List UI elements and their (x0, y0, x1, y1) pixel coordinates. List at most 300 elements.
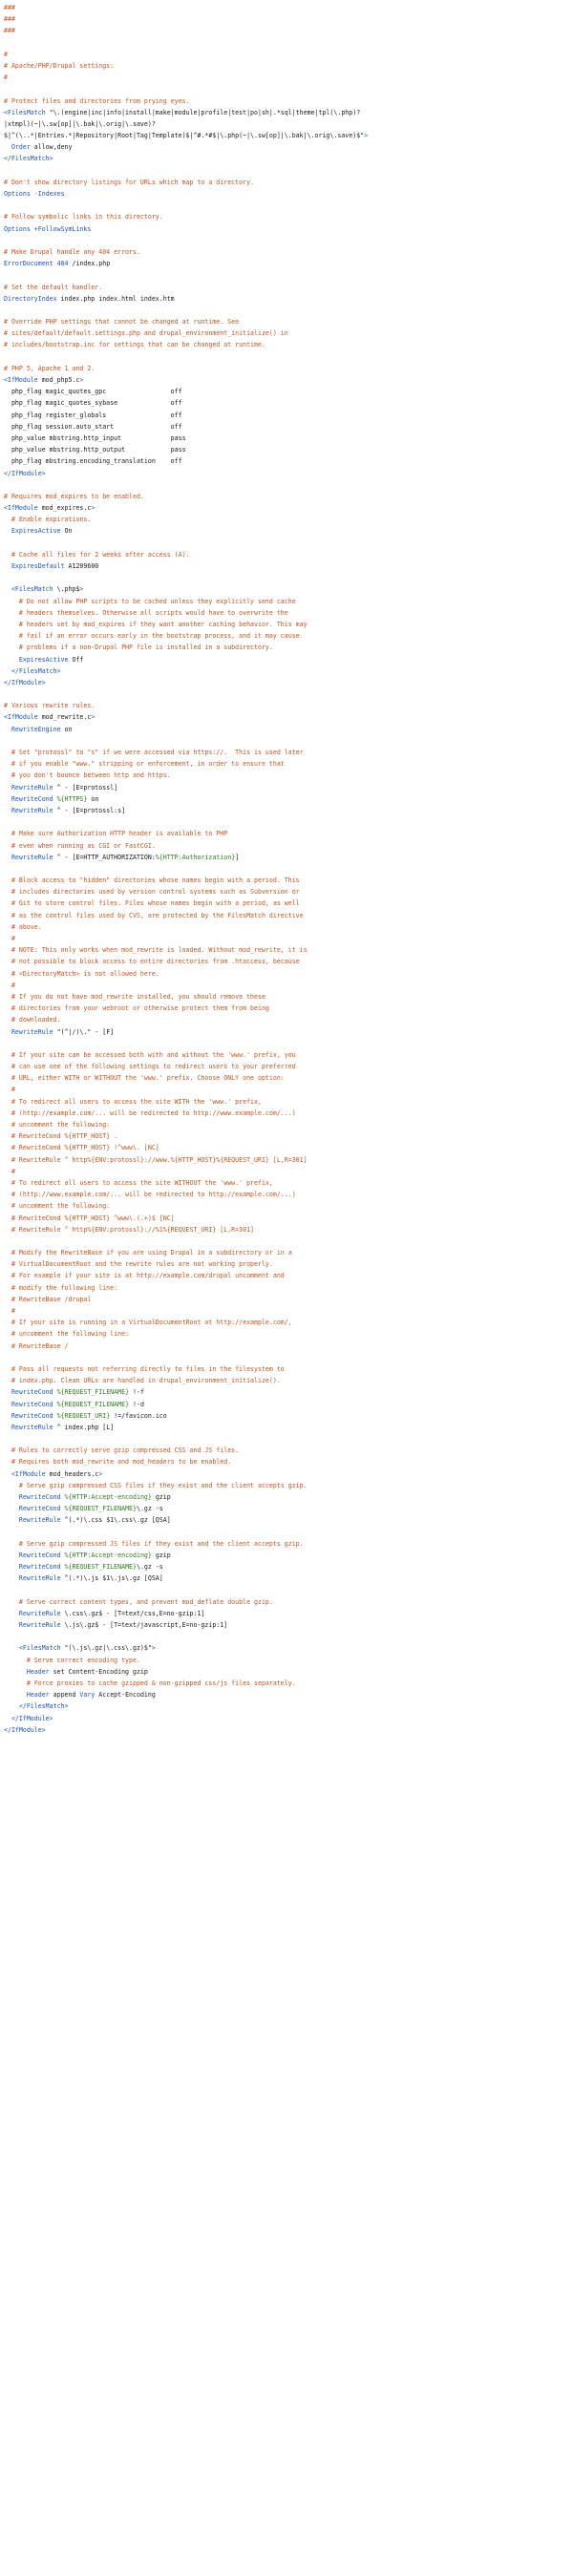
code-line (4, 130, 573, 141)
code-line (4, 747, 573, 758)
code-token-plain (4, 1505, 19, 1512)
code-token-flag: -Indexes (33, 190, 65, 198)
code-token-comment: # not possible to block access to entire directories from .htaccess, because (4, 958, 300, 966)
code-token-keyword: DirectoryIndex (4, 294, 57, 303)
code-token-plain (4, 854, 11, 861)
code-token-plain (4, 527, 11, 535)
code-line (4, 921, 573, 933)
code-token-comment: # above. (4, 922, 42, 931)
code-token-comment: # (4, 935, 15, 942)
code-line (4, 235, 573, 246)
code-line (4, 1480, 573, 1491)
code-line (4, 1375, 573, 1386)
code-token-keyword: ErrorDocument (4, 260, 53, 268)
code-token-keyword: RewriteRule (18, 1621, 61, 1630)
code-token-comment: # modify the following line: (4, 1283, 118, 1292)
code-token-keyword: <IfModule (11, 1469, 46, 1478)
code-line (4, 1700, 573, 1712)
code-line (4, 897, 573, 909)
code-token-plain (4, 1574, 19, 1582)
code-line (4, 1084, 573, 1095)
code-line (4, 1550, 573, 1561)
code-token-plain: |xtmpl)(~|\.sw[op]|\.bak|\.orig|\.save)? (4, 119, 156, 128)
code-token-plain: set Content-Encoding gzip (49, 1667, 148, 1676)
code-line (4, 1130, 573, 1142)
code-token-keyword: Header (26, 1691, 50, 1700)
code-line (4, 49, 573, 60)
code-token-comment: # sites/default/default.settings.php and drupal_environment_initialize() in (4, 329, 288, 338)
code-token-comment: # as the control files used by CVS, are protected by the FilesMatch directive (4, 911, 304, 919)
code-token-var: %{HTTP:Accept-encoding} (64, 1551, 152, 1559)
code-token-plain: Off (68, 655, 84, 664)
code-line (4, 1247, 573, 1258)
code-token-keyword: RewriteRule (11, 783, 53, 792)
code-line (4, 351, 573, 363)
code-line (4, 1422, 573, 1433)
code-token-plain: ^ - [E=protossl:s] (53, 806, 126, 814)
code-line (4, 956, 573, 967)
code-token-plain: php_value mbstring.http_output pass (4, 446, 186, 454)
code-token-plain (4, 1715, 11, 1722)
code-line (4, 200, 573, 211)
code-token-plain (4, 726, 11, 733)
code-token-plain: mod_php5.c (37, 376, 80, 384)
code-line (4, 1678, 573, 1689)
code-line (4, 1282, 573, 1294)
code-token-keyword: ExpiresActive (18, 655, 69, 664)
code-token-keyword: RewriteCond (18, 1505, 61, 1513)
code-token-plain (4, 656, 19, 664)
code-line (4, 1142, 573, 1153)
code-token-plain: \.js\.gz$ - [T=text/javascript,E=no-gzip:1] (60, 1621, 228, 1630)
code-token-comment: # Set the default handler. (4, 283, 103, 291)
code-token-plain: !=/favicon.ico (110, 1411, 167, 1420)
code-token-comment: # For example if your site is at http://example.com/drupal uncomment and (4, 1272, 285, 1280)
code-line (4, 1213, 573, 1224)
code-line (4, 107, 573, 118)
code-token-keyword: </IfModule> (4, 469, 46, 477)
code-line (4, 258, 573, 269)
code-line (4, 83, 573, 95)
code-line (4, 1003, 573, 1014)
code-line (4, 688, 573, 700)
code-token-comment: # uncomment the following: (4, 1202, 111, 1211)
code-token-comment: # uncomment the following: (4, 1121, 111, 1129)
code-line (4, 1642, 573, 1654)
code-line (4, 363, 573, 374)
code-line (4, 863, 573, 875)
code-line (4, 1026, 573, 1038)
code-token-comment: # Git to store control files. Files whose names begin with a period, as well (4, 899, 300, 908)
code-line (4, 2, 573, 13)
code-token-comment: ### (4, 4, 15, 11)
code-token-comment: # (4, 74, 8, 82)
code-token-comment: # Serve gzip compressed CSS files if they exist and the client accepts gzip. (4, 1481, 308, 1489)
code-line (4, 1328, 573, 1340)
code-token-plain: php_flag register_globals off (4, 411, 182, 419)
code-token-plain (4, 143, 11, 151)
code-line (4, 1341, 573, 1352)
code-line (4, 95, 573, 107)
code-line (4, 619, 573, 630)
code-line (4, 1386, 573, 1398)
code-line (4, 374, 573, 386)
code-token-comment: # RewriteBase /drupal (4, 1295, 92, 1303)
code-line (4, 13, 573, 25)
code-token-comment: ### (4, 15, 15, 24)
code-token-keyword: <IfModule (4, 504, 38, 513)
code-token-keyword: Vary (79, 1691, 96, 1700)
code-token-comment: # you don't bounce between http and https. (4, 771, 171, 780)
code-token-keyword: </IfModule> (4, 1725, 46, 1734)
code-line (4, 572, 573, 583)
code-line (4, 1189, 573, 1200)
code-token-plain (4, 1424, 11, 1431)
code-token-keyword: RewriteRule (11, 853, 53, 861)
code-token-comment: # problems if a non-Drupal PHP file is installed in a subdirectory. (4, 644, 273, 652)
code-token-plain (4, 1691, 27, 1699)
code-line (4, 397, 573, 409)
code-token-plain: ^ index.php [L] (53, 1423, 115, 1431)
code-token-comment: # (4, 981, 15, 989)
code-token-comment: # Make Drupal handle any 404 errors. (4, 247, 140, 256)
code-token-keyword: > (91, 504, 96, 513)
code-token-keyword: > (98, 1469, 103, 1478)
code-token-plain (4, 1412, 11, 1420)
code-token-keyword: RewriteCond (18, 1493, 61, 1501)
code-line (4, 421, 573, 433)
code-token-num: 404 (56, 260, 69, 268)
code-line (4, 339, 573, 350)
code-token-comment: # To redirect all users to access the site WITH the 'www.' prefix, (4, 1097, 262, 1106)
code-line (4, 1038, 573, 1049)
code-token-keyword: RewriteCond (18, 1551, 61, 1559)
code-line (4, 37, 573, 49)
code-token-comment: # directories from your webroot or otherwise protect them from being (4, 1004, 269, 1013)
code-token-comment: # To redirect all users to access the site WITHOUT the 'www.' prefix, (4, 1178, 273, 1187)
code-token-comment: # Various rewrite rules. (4, 702, 96, 710)
code-token-plain (4, 667, 11, 675)
code-token-comment: # <DirectoryMatch> is not allowed here. (4, 969, 159, 978)
code-token-plain (4, 1702, 19, 1710)
code-line (4, 1503, 573, 1514)
code-line (4, 1596, 573, 1608)
code-token-keyword: </FilesMatch> (4, 155, 53, 163)
code-token-keyword: RewriteRule (11, 1027, 53, 1036)
code-line (4, 944, 573, 956)
code-token-comment: # if you enable "www." stripping or enforcement, in order to ensure that (4, 760, 285, 769)
code-token-keyword: RewriteRule (18, 1609, 61, 1617)
code-line (4, 211, 573, 222)
code-token-plain: ^ - [E=HTTP_AUTHORIZATION: (53, 853, 156, 861)
code-token-keyword: <IfModule (4, 376, 38, 384)
code-line (4, 793, 573, 805)
code-line (4, 118, 573, 130)
code-token-comment: # Pass all requests not referring directly to files in the filesystem to (4, 1364, 285, 1373)
code-token-comment: # index.php. Clean URLs are handled in drupal_environment_initialize(). (4, 1377, 281, 1385)
code-line (4, 968, 573, 980)
code-token-var: %{HTTP:Accept-encoding} (64, 1493, 152, 1501)
code-token-keyword: Header (26, 1667, 50, 1676)
code-token-keyword: > (79, 376, 84, 384)
code-line (4, 875, 573, 886)
code-token-plain: ^ - [E=protossl] (53, 783, 118, 792)
code-token-keyword: </FilesMatch> (11, 666, 61, 675)
code-line (4, 1655, 573, 1666)
code-token-comment: # If your site can be accessed both with and without the 'www.' prefix, you (4, 1050, 296, 1059)
code-line (4, 1689, 573, 1700)
code-line (4, 1619, 573, 1631)
code-token-plain: $|^(\..*|Entries.*|Repository|Root|Tag|Template)$|^#.*#$|\.php(~|\.sw[op]|\.bak|\.orig\.save)$" (4, 132, 365, 140)
code-line (4, 316, 573, 327)
code-token-comment: # Do not allow PHP scripts to be cached unless they explicitly send cache (4, 597, 296, 605)
code-token-var: %{HTTP:Authorization} (155, 853, 236, 861)
code-line (4, 596, 573, 607)
code-token-plain (4, 1552, 19, 1559)
code-line (4, 1514, 573, 1526)
code-token-plain: append (49, 1691, 80, 1700)
code-token-keyword: > (91, 713, 96, 722)
code-token-keyword: RewriteCond (11, 794, 53, 803)
code-line (4, 1631, 573, 1642)
code-line (4, 468, 573, 479)
code-line (4, 1177, 573, 1189)
code-token-plain (4, 784, 11, 792)
code-token-plain: php_value mbstring.http_input pass (4, 433, 186, 442)
code-line (4, 1363, 573, 1375)
code-token-keyword: ExpiresDefault (11, 562, 65, 570)
code-token-keyword: RewriteCond (11, 1388, 53, 1397)
code-line (4, 60, 573, 72)
code-line (4, 25, 573, 36)
code-token-comment: # (4, 50, 8, 58)
code-token-keyword: <IfModule (4, 713, 38, 722)
code-line (4, 991, 573, 1003)
code-line (4, 549, 573, 560)
code-token-plain: allow,deny (30, 143, 73, 152)
code-token-comment: # RewriteCond %{HTTP_HOST} ^www\.(.+)$ [NC] (4, 1214, 175, 1222)
code-line (4, 1270, 573, 1281)
code-token-plain: "\.(engine|inc|info|install|make|module|profile|test|po|sh|.*sql|theme|tpl(\.php)? (45, 108, 361, 116)
code-line (4, 455, 573, 467)
code-token-plain: "(\.js\.gz|\.css\.gz)$" (60, 1644, 152, 1653)
code-line (4, 1468, 573, 1480)
code-line (4, 1561, 573, 1573)
code-line (4, 246, 573, 258)
code-line (4, 980, 573, 991)
code-token-plain (4, 585, 11, 593)
code-line (4, 630, 573, 642)
code-token-comment: # uncomment the following line: (4, 1330, 130, 1339)
code-token-comment: # Modify the RewriteBase if you are using Drupal in a subdirectory or in a (4, 1249, 292, 1257)
code-token-plain: \.css\.gz$ - [T=text/css,E=no-gzip:1] (60, 1609, 205, 1617)
code-token-plain: mod_rewrite.c (37, 713, 92, 722)
code-token-comment: # downloaded. (4, 1016, 61, 1024)
code-token-plain: \.gz -s (136, 1505, 163, 1513)
code-token-comment: # (http://example.com/... will be redirected to http://www.example.com/...) (4, 1109, 296, 1117)
code-line (4, 1072, 573, 1084)
code-line (4, 1713, 573, 1724)
code-token-keyword: </IfModule> (11, 1714, 53, 1722)
code-token-comment: # RewriteBase / (4, 1341, 69, 1350)
code-token-keyword: <FilesMatch (4, 108, 46, 116)
code-token-comment: # Enable expirations. (4, 516, 92, 524)
code-token-keyword: RewriteRule (18, 1516, 61, 1525)
code-token-comment: # (4, 1086, 15, 1094)
code-token-comment: # (4, 1167, 15, 1175)
code-line (4, 782, 573, 793)
code-token-keyword: RewriteCond (18, 1563, 61, 1572)
code-line (4, 282, 573, 293)
code-line (4, 1573, 573, 1584)
code-line (4, 1608, 573, 1619)
code-token-plain (4, 1388, 11, 1396)
code-token-var: %{REQUEST_FILENAME} (56, 1388, 130, 1397)
code-token-comment: # VirtualDocumentRoot and the rewrite rules are not working properly. (4, 1260, 273, 1269)
code-line (4, 525, 573, 537)
code-token-keyword: </FilesMatch> (18, 1702, 69, 1711)
code-token-plain: php_flag session.auto_start off (4, 422, 182, 431)
code-line (4, 1096, 573, 1108)
code-token-comment: # includes/bootstrap.inc for settings that can be changed at runtime. (4, 341, 265, 349)
code-token-comment: # Requires both mod_rewrite and mod_headers to be enabled. (4, 1458, 232, 1467)
code-token-plain (4, 1644, 19, 1652)
code-line (4, 153, 573, 164)
code-line (4, 1445, 573, 1456)
code-line (4, 700, 573, 711)
code-token-comment: # fail if an error occurs early in the bootstrap process, and it may cause (4, 632, 300, 641)
code-line (4, 1724, 573, 1736)
code-token-plain (4, 807, 11, 814)
code-line (4, 1491, 573, 1503)
code-token-comment: # If your site is running in a VirtualDocumentRoot at http://example.com/, (4, 1319, 292, 1327)
code-token-comment: # includes directories used by version control systems such as Subversion or (4, 888, 300, 897)
code-token-comment: # Block access to "hidden" directories whose names begin with a period. This (4, 876, 300, 885)
code-token-flag: +FollowSymLinks (33, 224, 92, 233)
code-line (4, 770, 573, 781)
code-line (4, 327, 573, 339)
code-line (4, 72, 573, 83)
code-token-comment: # Make sure Authorization HTTP header is available to PHP (4, 830, 228, 838)
code-line (4, 1258, 573, 1270)
code-line (4, 1049, 573, 1061)
code-token-comment: # URL, either WITH or WITHOUT the 'www.' prefix. Choose ONLY one option: (4, 1074, 285, 1083)
code-line (4, 188, 573, 200)
code-token-comment: # PHP 5, Apache 1 and 2. (4, 364, 96, 372)
code-token-var: %{REQUEST_FILENAME} (64, 1563, 137, 1572)
code-token-plain (4, 1493, 19, 1501)
code-line (4, 711, 573, 723)
code-token-keyword: Options (4, 190, 31, 198)
code-token-comment: # even when running as CGI or FastCGI. (4, 841, 156, 850)
code-line (4, 305, 573, 316)
code-token-keyword: RewriteRule (18, 1574, 61, 1583)
code-token-comment: # Force proxies to cache gzipped & non-gzipped css/js files separately. (4, 1679, 296, 1687)
code-token-plain: php_flag magic_quotes_sybase off (4, 399, 182, 408)
code-line (4, 1108, 573, 1119)
code-line (4, 828, 573, 839)
code-line (4, 910, 573, 921)
code-token-plain: \.php$ (53, 585, 80, 594)
code-token-comment: # RewriteCond %{HTTP_HOST} !^www\. [NC] (4, 1144, 159, 1152)
code-line (4, 1585, 573, 1596)
code-token-keyword: RewriteRule (11, 1423, 53, 1431)
code-token-keyword: > (364, 132, 369, 140)
code-token-plain: ^(.*)\.css $1\.css\.gz [QSA] (60, 1516, 171, 1525)
code-line (4, 1538, 573, 1550)
code-line (4, 269, 573, 281)
code-line (4, 1119, 573, 1130)
code-token-plain: php_flag magic_quotes_gpc off (4, 388, 182, 396)
code-token-keyword: RewriteRule (11, 806, 53, 814)
code-token-keyword: Options (4, 224, 31, 233)
code-line (4, 491, 573, 502)
code-token-plain (4, 1516, 19, 1524)
code-token-comment: # Apache/PHP/Drupal settings: (4, 61, 115, 70)
code-line (4, 852, 573, 863)
code-token-keyword: <FilesMatch (11, 585, 53, 594)
code-line (4, 840, 573, 852)
code-line (4, 805, 573, 816)
code-line (4, 1456, 573, 1467)
code-line (4, 433, 573, 444)
code-line (4, 141, 573, 153)
code-token-keyword: RewriteEngine (11, 725, 61, 733)
code-token-comment: # RewriteCond %{HTTP_HOST} . (4, 1132, 118, 1141)
code-line (4, 1294, 573, 1305)
code-line (4, 1014, 573, 1025)
code-token-plain: \.gz -s (136, 1563, 163, 1572)
code-token-comment: # Set "protossl" to "s" if we were accessed via https://. This is used later (4, 749, 304, 756)
code-line (4, 165, 573, 177)
code-line (4, 444, 573, 455)
code-token-keyword: RewriteCond (11, 1411, 53, 1420)
code-token-keyword: ExpiresActive (11, 527, 61, 536)
code-token-plain: php_flag mbstring.encoding_translation off (4, 457, 182, 466)
code-token-plain (4, 1621, 19, 1629)
code-token-comment: # RewriteRule ^ http%{ENV:protossl}://%1%{REQUEST_URI} [L,R=301] (4, 1225, 255, 1234)
code-token-comment: # can use one of the following settings to redirect users to your preferred (4, 1063, 296, 1071)
code-token-plain (4, 1668, 27, 1676)
code-token-plain (4, 1028, 11, 1036)
code-token-comment: # Serve correct content types, and prevent mod_deflate double gzip. (4, 1597, 273, 1606)
code-token-comment: # Cache all files for 2 weeks after access (A). (4, 550, 190, 559)
code-token-keyword: </IfModule> (4, 678, 46, 686)
code-token-plain: gzip (151, 1551, 171, 1559)
code-token-plain (4, 795, 11, 803)
code-line (4, 758, 573, 770)
code-token-plain (4, 562, 11, 570)
code-token-plain: index.php index.html index.htm (56, 294, 175, 303)
code-token-comment: # Follow symbolic links in this directory. (4, 213, 163, 222)
code-line (4, 654, 573, 665)
code-line (4, 502, 573, 514)
code-token-comment: # headers themselves. Otherwise all scripts would have to overwrite the (4, 608, 288, 617)
code-line (4, 583, 573, 595)
code-token-var: %{HTTPS} (56, 794, 88, 803)
code-line (4, 223, 573, 235)
code-token-comment: # headers set by mod_expires if they want another caching behavior. This may (4, 620, 308, 628)
code-token-plain (4, 1470, 11, 1478)
code-token-plain: On (60, 527, 73, 536)
code-token-plain: !-d (129, 1400, 144, 1408)
code-token-plain: mod_headers.c (45, 1469, 99, 1478)
code-line (4, 1317, 573, 1328)
code-token-comment: # Rules to correctly serve gzip compressed CSS and JS files. (4, 1446, 240, 1455)
code-line (4, 410, 573, 421)
code-line (4, 816, 573, 828)
code-line (4, 177, 573, 188)
